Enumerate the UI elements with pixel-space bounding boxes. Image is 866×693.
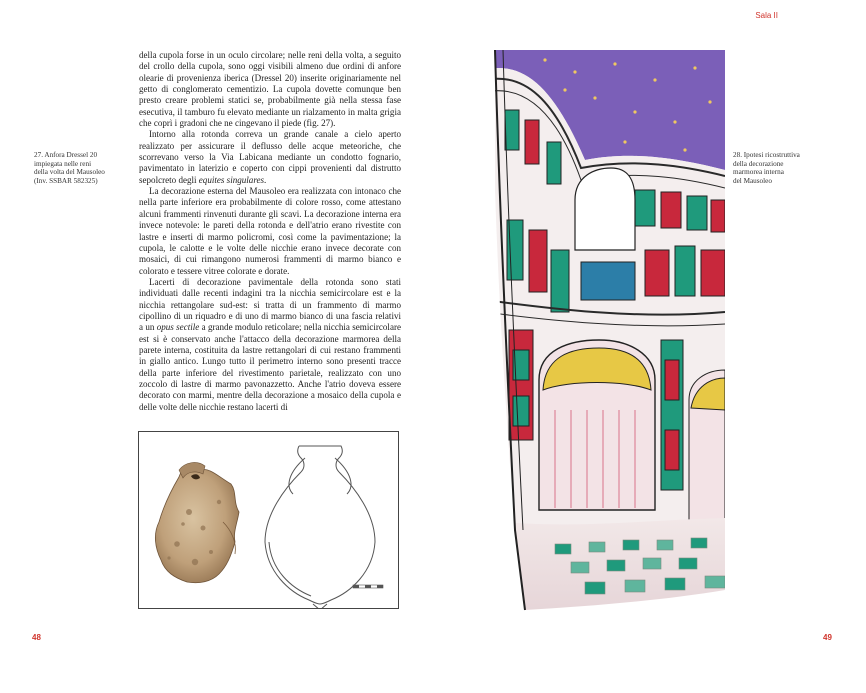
paragraph: La decorazione esterna del Mausoleo era realizzata con intonaco che nella parte inferiore era probabilmente di colore rosso, come attestano alcuni frammenti rinvenuti durante gli scavi. La decorazione interna era invece notevole: le pareti della rotonda e dell'atrio erano rivestite con lastre e inserti di marmo policromi, così come la pavimentazione; la cupola, le calotte e le volte delle nicchie erano invece decorate con mosaici, di cui rimangono numerosi frammenti di marmo bianco e colorato e tessere vitree colorate e dorate. bbox=[139, 186, 401, 276]
figure-27-amphora bbox=[138, 431, 399, 609]
paragraph bbox=[139, 277, 401, 413]
caption-line: del Mausoleo bbox=[733, 176, 772, 185]
text-run: Lacerti di decorazione pavimentale della rotonda sono stati individuati dalle recenti indagini tra la nicchia semicircolare est e la nicchia rettangolare sud-est: si tratta di un frammento di marmo cipollino di un riquadro e di uno di marmo bianco di una fascia relativi a un bbox=[139, 276, 401, 333]
upper-window bbox=[575, 168, 635, 250]
figure-28-caption bbox=[733, 151, 825, 185]
paragraph: della cupola forse in un oculo circolare; nelle reni della volta, a seguito del crollo della cupola, sono oggi visibili almeno due ordini di anfore olearie di provenienza iberica (Dressel 20) inserite originariamente nel getto di conglomerato cementizio. La cupola dovette comunque ben presto creare problemi statici se, probabilmente già nella stessa fase esecutiva, il tamburo fu elevato mediante un rialzamento in malta grigia che coprì i gradoni che ne cingevano il piede (fig. 27). bbox=[139, 50, 401, 129]
figure-28-reconstruction bbox=[485, 50, 725, 612]
caption-line: della volta del Mausoleo bbox=[34, 168, 105, 177]
page-number-left: 48 bbox=[32, 633, 41, 642]
amphora-line-drawing bbox=[265, 446, 375, 608]
italic-term: equites singulares bbox=[198, 174, 265, 185]
rotunda-interior-illustration bbox=[485, 50, 725, 612]
amphora-illustration bbox=[139, 432, 398, 608]
paragraph bbox=[139, 129, 401, 186]
italic-term: opus sectile bbox=[156, 322, 200, 333]
body-text bbox=[139, 50, 401, 413]
text-run: . bbox=[264, 174, 267, 185]
caption-line: marmorea interna bbox=[733, 168, 784, 177]
figure-27-caption bbox=[34, 151, 134, 185]
caption-line: impiegata nelle reni bbox=[34, 159, 92, 168]
amphora-fragment-photo bbox=[155, 463, 239, 583]
caption-line: della decorazione bbox=[733, 159, 784, 168]
caption-line: 27. Anfora Dressel 20 bbox=[34, 151, 98, 159]
caption-line: 28. Ipotesi ricostruttiva bbox=[733, 151, 800, 159]
text-run: Intorno alla rotonda correva un grande canale a cielo aperto realizzato per assicurare il deflusso delle acque meteoriche, che scorrevano verso la Via Labicana mediante un condotto fognario, pavimentato in laterizio e coperto con cippi provenienti dal distrutto sepolcreto degli bbox=[139, 129, 401, 185]
text-run: a grande modulo reticolare; nella nicchia semicircolare est si è conservato anche l'attacco della decorazione marmorea della parete interna, costituita da lastre rettangolari di cui restano frammenti in giallo antico. Lungo tutto il perimetro interno sono presenti tracce della parte inferiore del rivestimento parietale, realizzato con uno zoccolo di lastre di marmo pavonazzetto. Anche l'atrio doveva essere decorato con marmi, mentre della decorazione a mosaico della cupola e delle volte delle nicchie restano lacerti di bbox=[139, 322, 401, 412]
caption-line: (Inv. SSBAR 582325) bbox=[34, 176, 98, 185]
running-head: Sala II bbox=[755, 11, 778, 20]
page-number-right: 49 bbox=[823, 633, 832, 642]
scale-bar bbox=[353, 585, 383, 588]
